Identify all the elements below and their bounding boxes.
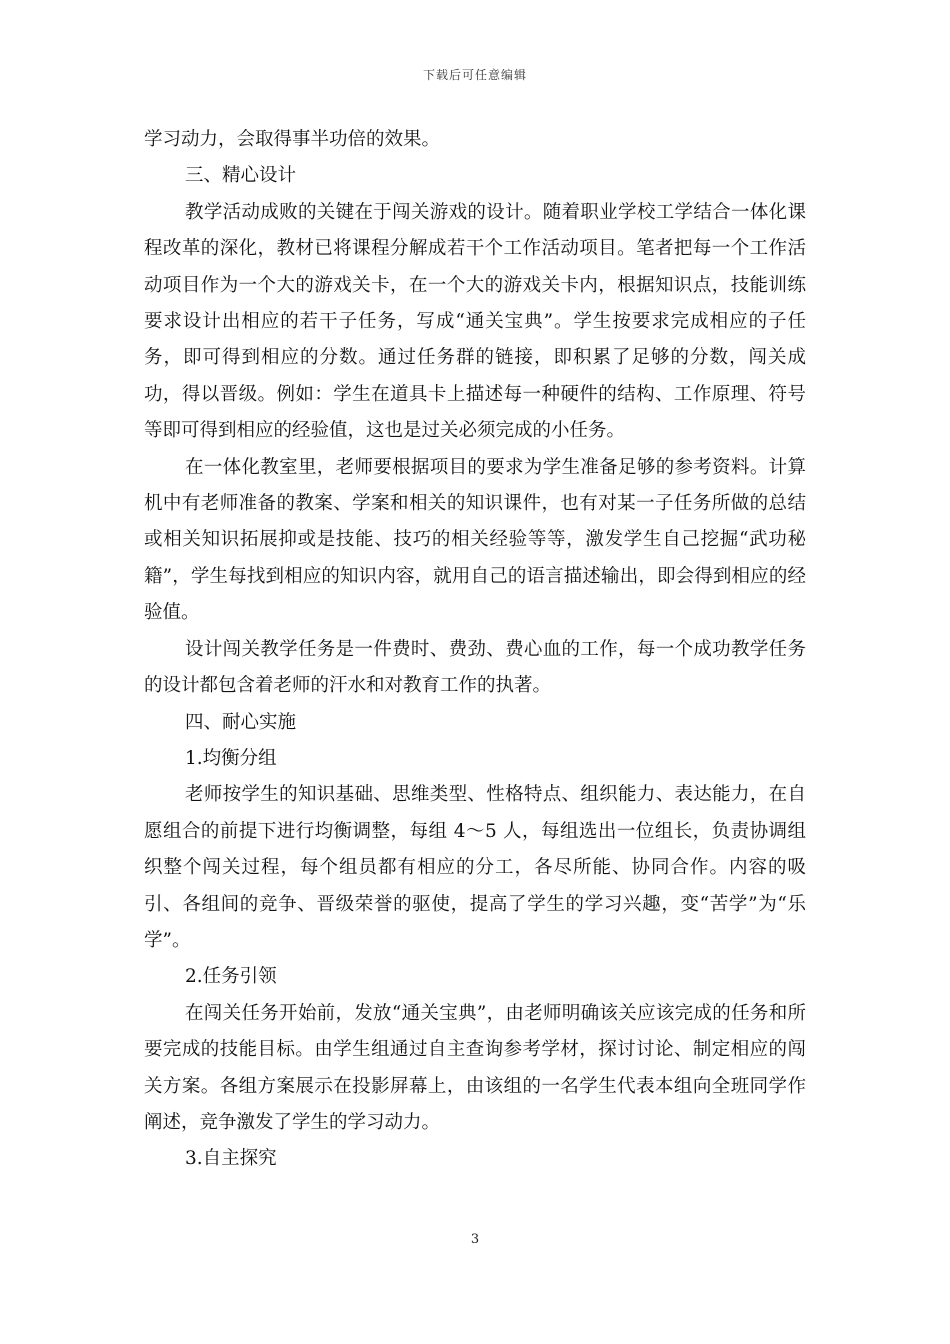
page-header: 下载后可任意编辑 [422, 68, 527, 82]
paragraph-classroom-resources: 在一体化教室里，老师要根据项目的要求为学生准备足够的参考资料。计算机中有老师准备的教案、学案和相关的知识课件，也有对某一子任务所做的总结或相关知识拓展抑或是技能、技巧的相关经验等等，激发学生自己挖掘“武功秘籍”，学生每找到相应的知识内容，就用自己的语言描述输出，即会得到相应的经验值。 [144, 456, 806, 624]
paragraph-grouping: 老师按学生的知识基础、思维类型、性格特点、组织能力、表达能力，在自愿组合的前提下进行均衡调整，每组 4～5 人，每组选出一位组长，负责协调组织整个闯关过程，每个组员都有相应的分工，各尽所能、协同合作。内容的吸引、各组间的竞争、晋级荣誉的驱使，提高了学生的学习兴趣，变“苦学”为“乐学”。 [144, 784, 806, 951]
subsection-heading-self-inquiry: 3.自主探究 [185, 1148, 277, 1170]
subsection-heading-task-guidance: 2.任务引领 [185, 966, 277, 988]
section-heading-3: 三、精心设计 [185, 165, 297, 187]
paragraph-continuation: 学习动力，会取得事半功倍的效果。 [144, 129, 441, 150]
document-body [144, 122, 806, 1178]
paragraph-design-key: 教学活动成败的关键在于闯关游戏的设计。随着职业学校工学结合一体化课程改革的深化，教材已将课程分解成若干个工作活动项目。笔者把每一个工作活动项目作为一个大的游戏关卡，在一个大的游戏关卡内，根据知识点，技能训练要求设计出相应的若干子任务，写成“通关宝典”。学生按要求完成相应的子任务，即可得到相应的分数。通过任务群的链接，即积累了足够的分数，闯关成功，得以晋级。例如：学生在道具卡上描述每一种硬件的结构、工作原理、符号等即可得到相应的经验值，这也是过关必须完成的小任务。 [144, 201, 806, 442]
paragraph-task-guidance: 在闯关任务开始前，发放“通关宝典”，由老师明确该关应该完成的任务和所要完成的技能目标。由学生组通过自主查询参考学材，探讨讨论、制定相应的闯关方案。各组方案展示在投影屏幕上，由该组的一名学生代表本组向全班同学作阐述，竞争激发了学生的学习动力。 [144, 1002, 806, 1133]
paragraph-design-effort: 设计闯关教学任务是一件费时、费劲、费心血的工作，每一个成功教学任务的设计都包含着老师的汗水和对教育工作的执著。 [144, 638, 806, 697]
subsection-heading-grouping: 1.均衡分组 [185, 747, 277, 769]
section-heading-4: 四、耐心实施 [185, 711, 297, 733]
page-number: 3 [470, 1232, 480, 1247]
